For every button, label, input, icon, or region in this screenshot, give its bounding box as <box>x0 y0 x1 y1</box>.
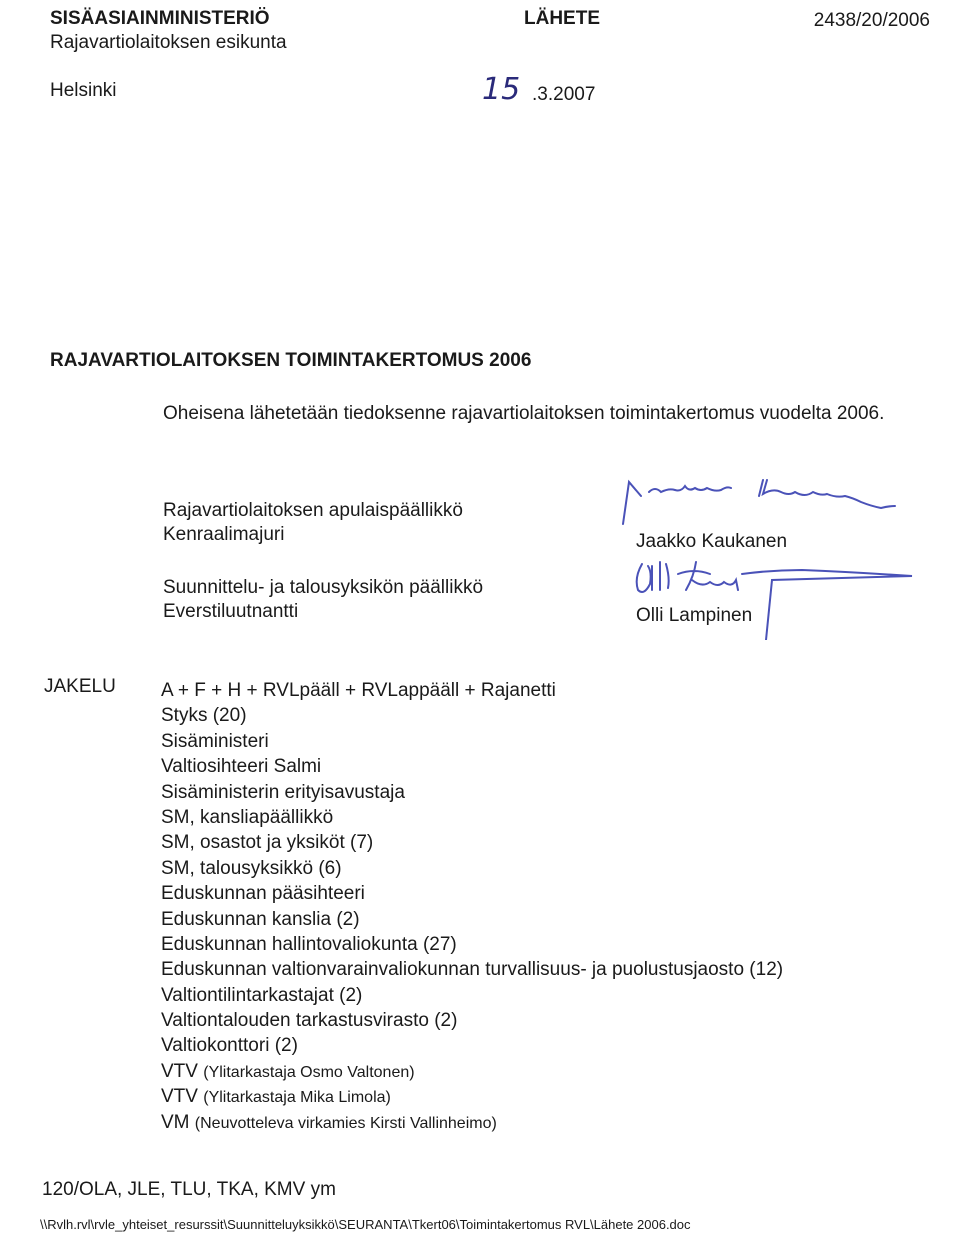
distribution-item <box>161 957 783 982</box>
distribution-item <box>161 983 783 1008</box>
distribution-recipient: VTV <box>161 1060 198 1082</box>
distribution-item <box>161 1008 783 1033</box>
date-handwritten-day: 15 <box>482 72 521 107</box>
distribution-recipient: Eduskunnan hallintovaliokunta (27) <box>161 933 457 955</box>
organization-unit: Rajavartiolaitoksen esikunta <box>50 32 287 53</box>
signatory-2-name: Olli Lampinen <box>636 605 753 626</box>
distribution-item <box>161 754 783 779</box>
distribution-recipient: Valtiokonttori (2) <box>161 1035 298 1057</box>
distribution-item <box>161 856 783 881</box>
distribution-recipient: Valtiosihteeri Salmi <box>161 756 322 778</box>
distribution-recipient: VTV <box>161 1086 198 1108</box>
reference-number: 2438/20/2006 <box>813 10 930 31</box>
distribution-recipient: A + F + H + RVLpääll + RVLappääll + Rajanetti <box>161 680 556 701</box>
distribution-label: JAKELU <box>44 676 116 697</box>
distribution-item <box>161 1084 783 1109</box>
organization-name: SISÄASIAINMINISTERIÖ <box>50 8 270 29</box>
distribution-item <box>161 830 783 855</box>
distribution-recipient: Eduskunnan pääsihteeri <box>161 883 365 905</box>
distribution-recipient: Valtiontilintarkastajat (2) <box>161 984 363 1006</box>
distribution-recipient: VM <box>161 1111 190 1133</box>
distribution-recipient: Eduskunnan valtionvarainvaliokunnan turvallisuus- ja puolustusjaosto (12) <box>161 959 784 981</box>
distribution-note: (Ylitarkastaja Mika Limola) <box>203 1089 391 1107</box>
signatory-1-title: Rajavartiolaitoksen apulaispäällikkö <box>163 500 463 521</box>
signature-kaukanen <box>615 474 915 530</box>
distribution-note: (Neuvotteleva virkamies Kirsti Vallinheimo) <box>194 1114 497 1132</box>
distribution-item <box>161 1059 783 1084</box>
signatory-2-rank: Everstiluutnantti <box>163 601 299 622</box>
body-text: Oheisena lähetetään tiedoksenne rajavartiolaitoksen toimintakertomus vuodelta 2006. <box>163 403 885 424</box>
distribution-item <box>161 729 783 754</box>
distribution-recipient: Styks (20) <box>161 705 247 727</box>
distribution-item <box>161 1110 783 1135</box>
distribution-list <box>161 678 783 1135</box>
distribution-item <box>161 1033 783 1058</box>
date-month-year: .3.2007 <box>532 84 596 105</box>
distribution-item <box>161 881 783 906</box>
distribution-item <box>161 678 783 703</box>
distribution-recipient: Sisäministerin erityisavustaja <box>161 781 405 803</box>
signatory-1-name: Jaakko Kaukanen <box>636 531 788 552</box>
file-path: \\Rvlh.rvl\rvle_yhteiset_resurssit\Suunnitteluyksikkö\SEURANTA\Tkert06\Toimintakertomus RVL\Lähete 2006.doc <box>40 1217 691 1232</box>
distribution-recipient: SM, talousyksikkö (6) <box>161 857 342 879</box>
signatory-1-rank: Kenraalimajuri <box>163 524 285 545</box>
distribution-item <box>161 907 783 932</box>
distribution-recipient: Eduskunnan kanslia (2) <box>161 908 360 930</box>
signature-lampinen <box>630 556 930 640</box>
distribution-recipient: SM, kansliapäällikkö <box>161 806 334 828</box>
copies-line: 120/OLA, JLE, TLU, TKA, KMV ym <box>42 1179 336 1200</box>
signatory-2-title: Suunnittelu- ja talousyksikön päällikkö <box>163 577 484 598</box>
distribution-item <box>161 932 783 957</box>
distribution-item <box>161 805 783 830</box>
distribution-item <box>161 703 783 728</box>
distribution-recipient: Sisäministeri <box>161 730 269 752</box>
document-type: LÄHETE <box>524 8 600 29</box>
distribution-recipient: SM, osastot ja yksiköt (7) <box>161 832 374 854</box>
distribution-note: (Ylitarkastaja Osmo Valtonen) <box>203 1063 415 1081</box>
distribution-item <box>161 780 783 805</box>
distribution-recipient: Valtiontalouden tarkastusvirasto (2) <box>161 1010 458 1032</box>
place: Helsinki <box>50 80 117 101</box>
subject-heading: RAJAVARTIOLAITOKSEN TOIMINTAKERTOMUS 2006 <box>50 350 532 371</box>
